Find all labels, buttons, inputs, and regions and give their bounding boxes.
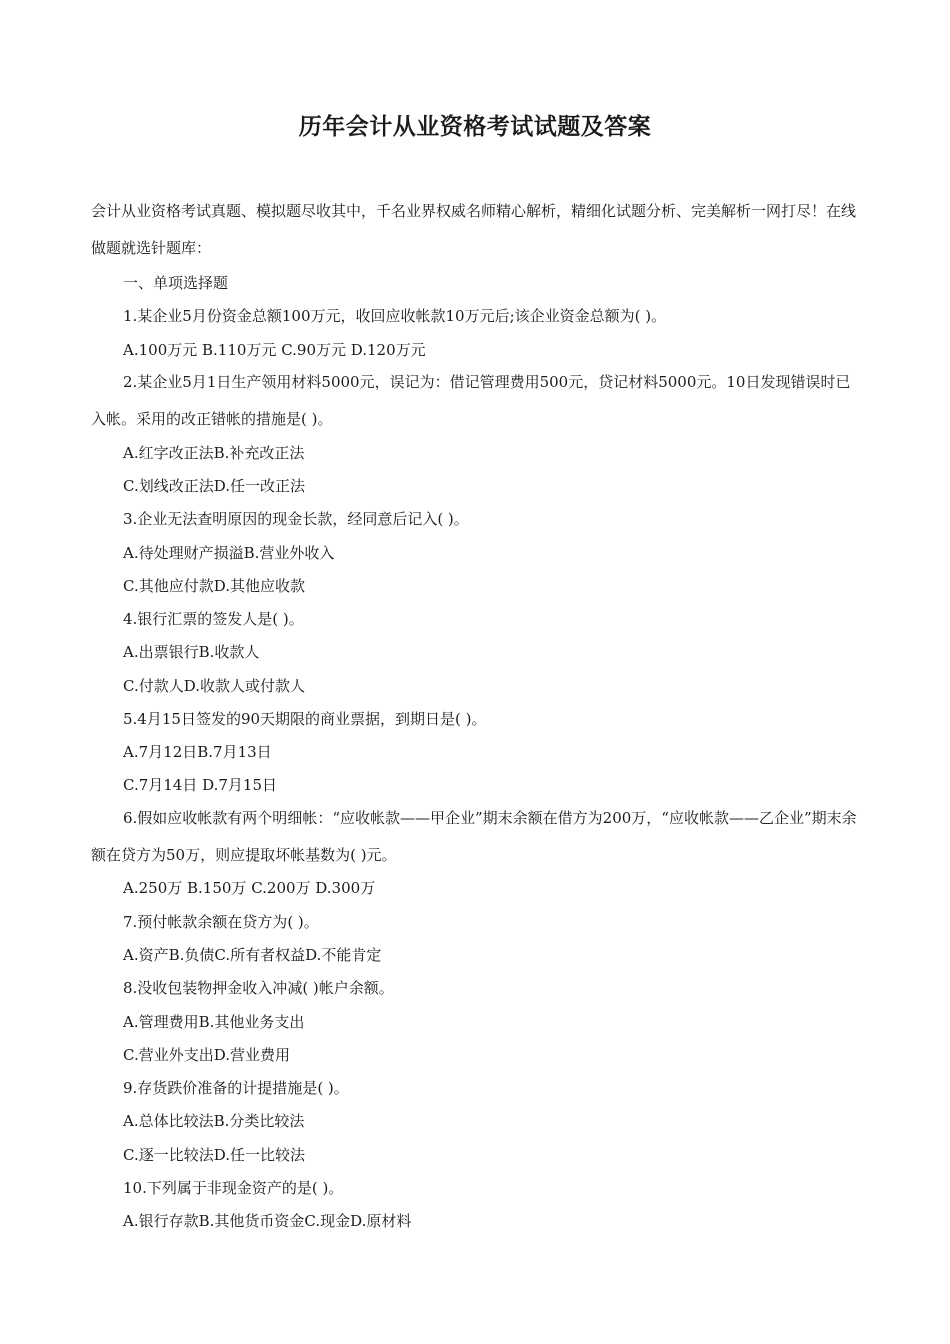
question-4-options-b: C.付款人D.收款人或付款人	[123, 677, 305, 695]
question-3-options-a: A.待处理财产损溢B.营业外收入	[123, 544, 335, 562]
question-8-options-b: C.营业外支出D.营业费用	[123, 1046, 290, 1064]
question-4-options-a: A.出票银行B.收款人	[123, 643, 260, 661]
question-5-options-a: A.7月12日B.7月13日	[123, 743, 272, 761]
question-6: 6.假如应收帐款有两个明细帐：“应收帐款——甲企业”期末余额在借方为200万，“应收帐款——乙企业”期末余额在贷方为50万，则应提取坏帐基数为( )元。	[91, 809, 857, 864]
question-9-options-b: C.逐一比较法D.任一比较法	[123, 1146, 305, 1164]
question-2-options-b: C.划线改正法D.任一改正法	[123, 477, 305, 495]
question-5: 5.4月15日签发的90天期限的商业票据，到期日是( )。	[123, 710, 487, 728]
question-9-options-a: A.总体比较法B.分类比较法	[123, 1112, 305, 1130]
page-title: 历年会计从业资格考试试题及答案	[298, 113, 652, 140]
question-7: 7.预付帐款余额在贷方为( )。	[123, 913, 319, 931]
question-8: 8.没收包装物押金收入冲减( )帐户余额。	[123, 979, 394, 997]
question-1: 1.某企业5月份资金总额100万元，收回应收帐款10万元后;该企业资金总额为( )。	[123, 307, 667, 325]
question-8-options-a: A.管理费用B.其他业务支出	[123, 1013, 305, 1031]
question-1-options: A.100万元 B.110万元 C.90万元 D.120万元	[123, 341, 426, 359]
question-2-options-a: A.红字改正法B.补充改正法	[123, 444, 305, 462]
question-3-options-b: C.其他应付款D.其他应收款	[123, 577, 305, 595]
question-9: 9.存货跌价准备的计提措施是( )。	[123, 1079, 349, 1097]
question-10-options: A.银行存款B.其他货币资金C.现金D.原材料	[123, 1212, 412, 1230]
question-4: 4.银行汇票的签发人是( )。	[123, 610, 304, 628]
question-5-options-b: C.7月14日 D.7月15日	[123, 776, 277, 794]
question-2: 2.某企业5月1日生产领用材料5000元，误记为：借记管理费用500元，贷记材料5000元。10日发现错误时已入帐。采用的改正错帐的措施是( )。	[91, 373, 851, 428]
intro-paragraph: 会计从业资格考试真题、模拟题尽收其中，千名业界权威名师精心解析，精细化试题分析、完美解析一网打尽！在线做题就选针题库：	[91, 202, 857, 257]
section-heading: 一、单项选择题	[123, 274, 229, 292]
question-7-options: A.资产B.负债C.所有者权益D.不能肯定	[123, 946, 382, 964]
question-10: 10.下列属于非现金资产的是( )。	[123, 1179, 344, 1197]
question-6-options: A.250万 B.150万 C.200万 D.300万	[123, 879, 376, 897]
question-3: 3.企业无法查明原因的现金长款，经同意后记入( )。	[123, 510, 469, 528]
